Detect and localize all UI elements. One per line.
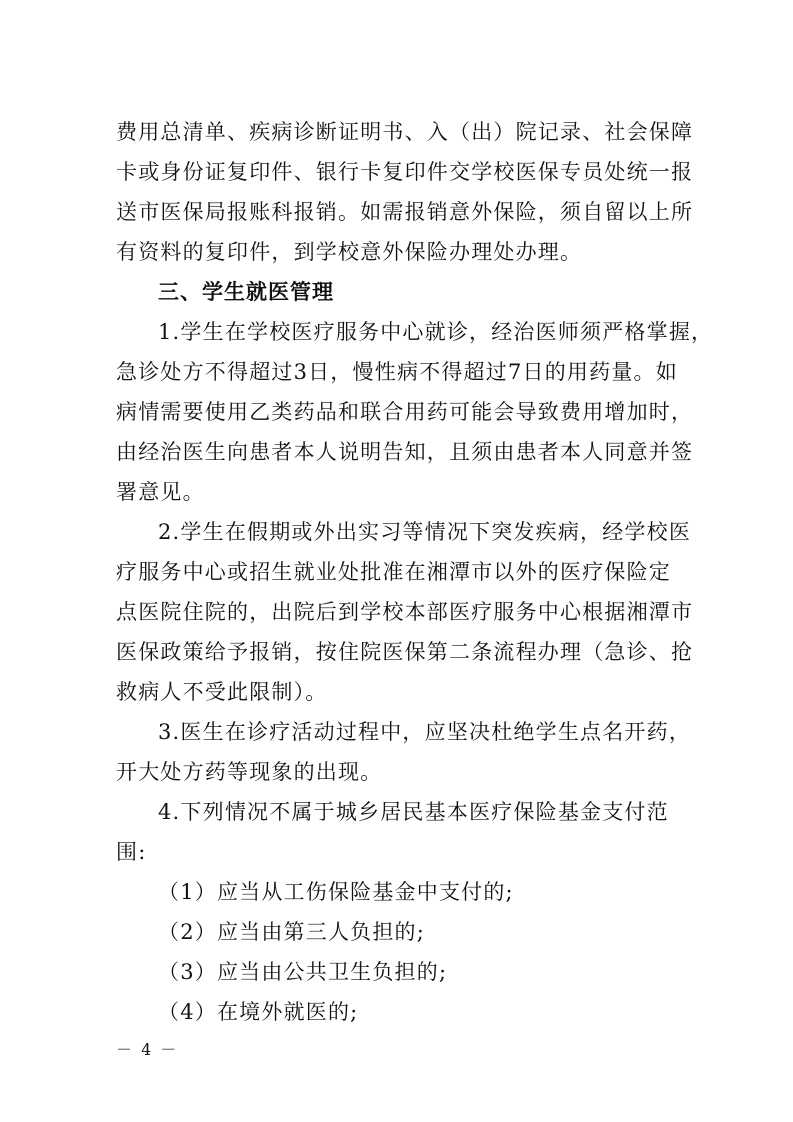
paragraph-line: 2.学生在假期或外出实习等情况下突发疾病，经学校医 (158, 520, 692, 544)
paragraph-line: 疗服务中心或招生就业处批准在湘潭市以外的医疗保险定 (116, 560, 671, 584)
list-item: （2）应当由第三人负担的; (158, 920, 426, 944)
page-number: － 4 － (116, 1040, 179, 1059)
list-item: （3）应当由公共卫生负担的; (158, 960, 448, 984)
paragraph-line: 开大处方药等现象的出现。 (116, 760, 383, 784)
paragraph-line: 署意见。 (116, 480, 205, 504)
section-heading: 三、学生就医管理 (158, 280, 334, 304)
paragraph-line: 送市医保局报账科报销。如需报销意外保险，须自留以上所 (116, 200, 694, 224)
paragraph-line: 3.医生在诊疗活动过程中，应坚决杜绝学生点名开药， (158, 720, 692, 744)
paragraph-line: 卡或身份证复印件、银行卡复印件交学校医保专员处统一报 (116, 160, 694, 184)
paragraph-line: 急诊处方不得超过3日，慢性病不得超过7日的用药量。如 (116, 360, 678, 384)
list-item: （4）在境外就医的; (158, 1000, 359, 1024)
paragraph-line: 救病人不受此限制）。 (116, 680, 328, 704)
list-item: （1）应当从工伤保险基金中支付的; (158, 880, 514, 904)
paragraph-line: 1.学生在学校医疗服务中心就诊，经治医师须严格掌握， (158, 320, 714, 344)
paragraph-line: 费用总清单、疾病诊断证明书、入（出）院记录、社会保障 (116, 120, 694, 144)
paragraph-line: 围: (116, 840, 147, 864)
paragraph-line: 4.下列情况不属于城乡居民基本医疗保险基金支付范 (158, 800, 669, 824)
paragraph-line: 由经治医生向患者本人说明告知，且须由患者本人同意并签 (116, 440, 694, 464)
paragraph-line: 医保政策给予报销，按住院医保第二条流程办理（急诊、抢 (116, 640, 694, 664)
paragraph-line: 点医院住院的，出院后到学校本部医疗服务中心根据湘潭市 (116, 600, 694, 624)
paragraph-line: 病情需要使用乙类药品和联合用药可能会导致费用增加时， (116, 400, 694, 424)
paragraph-line: 有资料的复印件，到学校意外保险办理处办理。 (116, 240, 583, 264)
